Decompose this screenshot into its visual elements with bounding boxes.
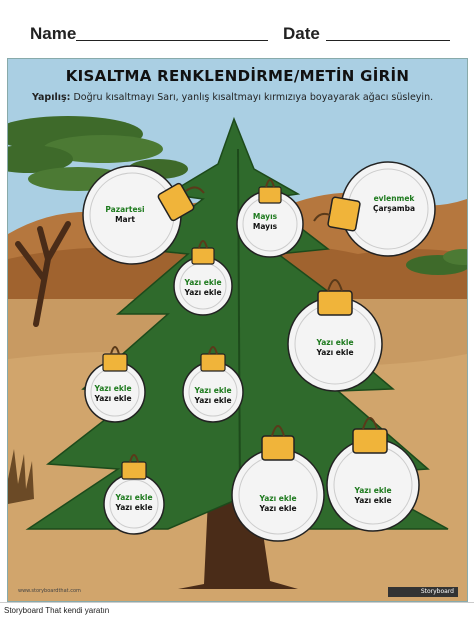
ornament-label-top: evlenmek — [373, 194, 415, 203]
ornament-label-top: Yazı ekle — [115, 493, 153, 502]
ornament-ball — [183, 347, 243, 422]
ornament-label[interactable] — [333, 486, 413, 506]
ornament-label[interactable] — [94, 493, 174, 513]
ornament-label-top: Yazı ekle — [184, 278, 222, 287]
name-label: Name — [30, 24, 77, 43]
ornament-label-bottom: Yazı ekle — [194, 396, 232, 405]
ornament-label-bottom: Mart — [115, 215, 135, 224]
ornament-label[interactable] — [173, 386, 253, 406]
instructions — [32, 92, 433, 103]
ornament-label-bottom: Mayıs — [252, 222, 278, 231]
date-label: Date — [283, 24, 320, 43]
ornament-ball — [288, 280, 382, 391]
ornament-label-bottom: Yazı ekle — [94, 394, 132, 403]
ornament-label-top: Yazı ekle — [316, 338, 354, 347]
ornament-label[interactable] — [354, 194, 434, 214]
instructions-label: Yapılış: — [32, 92, 71, 103]
ornament-label-bottom: Yazı ekle — [316, 348, 354, 357]
ornament-label-top: Pazartesi — [105, 205, 145, 214]
ornament-label-top: Yazı ekle — [94, 384, 132, 393]
date-field[interactable] — [326, 40, 450, 41]
ornament-label[interactable] — [225, 212, 305, 232]
ornament-label-top: Yazı ekle — [259, 494, 297, 503]
ornament-label[interactable] — [238, 494, 318, 514]
storyboard-logo: Storyboard — [388, 587, 458, 597]
ornament-label[interactable] — [295, 338, 375, 358]
ornament-label-top: Yazı ekle — [194, 386, 232, 395]
worksheet-header — [0, 0, 474, 56]
ornament-label-bottom: Yazı ekle — [259, 504, 297, 513]
footer — [0, 602, 474, 621]
ornament-label[interactable] — [73, 384, 153, 404]
ornament-ball — [232, 426, 324, 541]
footer-link[interactable]: Storyboard That kendi yaratın — [4, 606, 110, 615]
ornament-label[interactable] — [163, 278, 243, 298]
worksheet-title: KISALTMA RENKLENDİRME/METİN GİRİN — [65, 67, 410, 85]
ornament-label-top: Yazı ekle — [354, 486, 392, 495]
ornament-label[interactable] — [85, 205, 165, 225]
ornament-label-bottom: Çarşamba — [372, 204, 416, 213]
name-field[interactable] — [76, 40, 268, 41]
ornament-layer — [8, 59, 467, 601]
watermark: www.storyboardthat.com — [18, 588, 81, 594]
instructions-text: Doğru kısaltmayı Sarı, yanlış kısaltmayı kırmızıya boyayarak ağacı süsleyin. — [73, 92, 434, 103]
ornament-label-bottom: Yazı ekle — [184, 288, 222, 297]
ornament-label-bottom: Yazı ekle — [115, 503, 153, 512]
worksheet-canvas — [7, 58, 468, 602]
ornament-label-top: Mayıs — [252, 212, 278, 221]
ornament-ball — [327, 418, 419, 531]
ornament-label-bottom: Yazı ekle — [354, 496, 392, 505]
